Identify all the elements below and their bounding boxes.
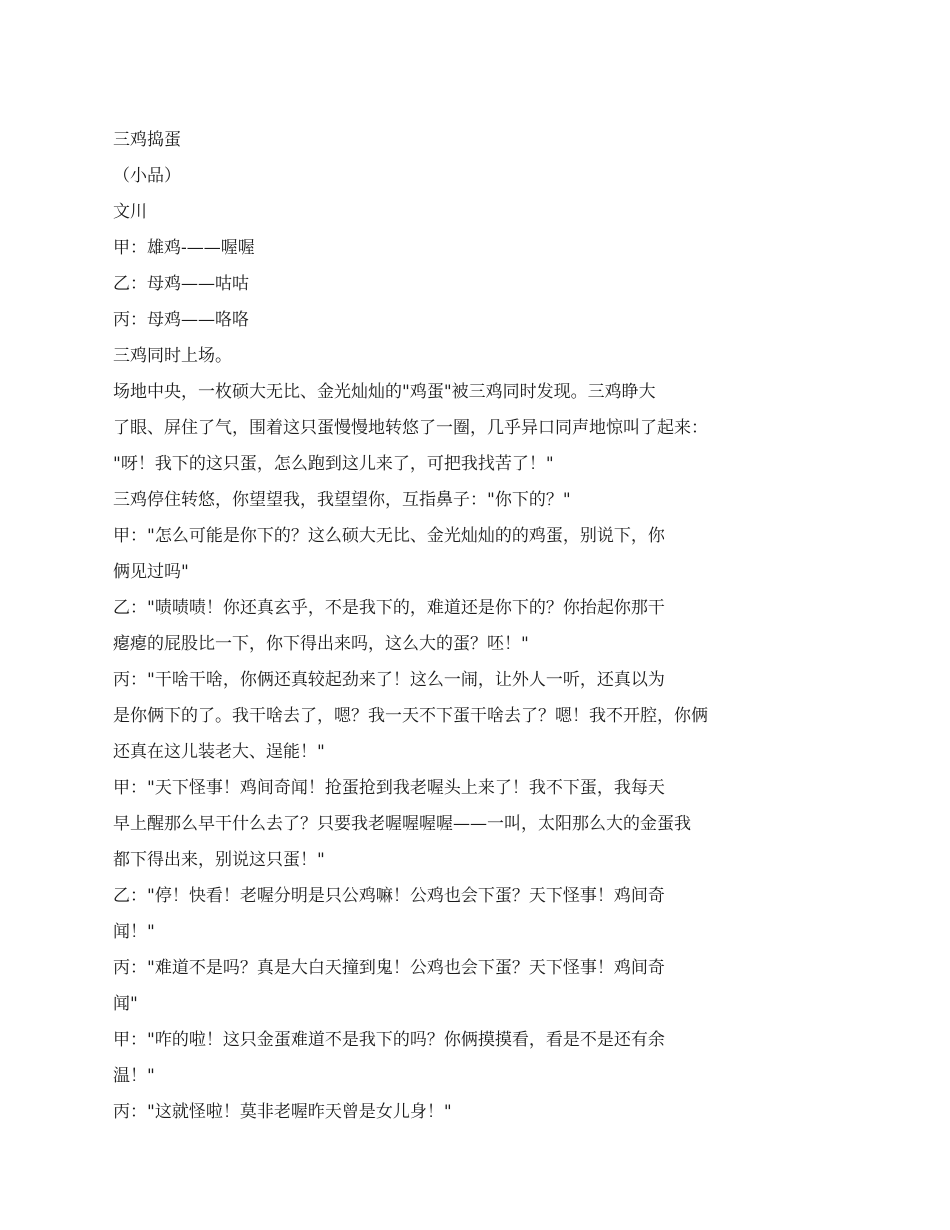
text-line: 三鸡同时上场。 bbox=[113, 346, 232, 366]
document-title: 三鸡捣蛋 bbox=[113, 130, 181, 150]
text-line: 都下得出来，别说这只蛋！" bbox=[113, 850, 325, 870]
text-line: 瘪瘪的屁股比一下，你下得出来吗，这么大的蛋？呸！" bbox=[113, 634, 529, 654]
text-line: 丙："这就怪啦！莫非老喔昨天曾是女儿身！" bbox=[113, 1102, 452, 1122]
document-genre: （小品） bbox=[113, 166, 181, 186]
text-line: 甲："咋的啦！这只金蛋难道不是我下的吗？你俩摸摸看，看是不是还有余 bbox=[113, 1030, 665, 1050]
character-line: 乙：母鸡——咕咕 bbox=[113, 274, 249, 294]
text-line: 乙："啧啧啧！你还真玄乎，不是我下的，难道还是你下的？你抬起你那干 bbox=[113, 598, 665, 618]
text-line: 丙："干啥干啥，你俩还真较起劲来了！这么一闹，让外人一听，还真以为 bbox=[113, 670, 665, 690]
text-line: 乙："停！快看！老喔分明是只公鸡嘛！公鸡也会下蛋？天下怪事！鸡间奇 bbox=[113, 886, 665, 906]
text-line: 闻" bbox=[113, 994, 138, 1014]
text-line: 三鸡停住转悠，你望望我，我望望你，互指鼻子："你下的？" bbox=[113, 490, 571, 510]
text-line: 甲："怎么可能是你下的？这么硕大无比、金光灿灿的的鸡蛋，别说下，你 bbox=[113, 526, 665, 546]
text-line: 俩见过吗" bbox=[113, 562, 189, 582]
character-line: 甲：雄鸡-——喔喔 bbox=[113, 238, 255, 258]
text-line: "呀！我下的这只蛋，怎么跑到这儿来了，可把我找苦了！" bbox=[113, 454, 554, 474]
document-author: 文川 bbox=[113, 202, 147, 222]
text-line: 是你俩下的了。我干啥去了，嗯？我一天不下蛋干啥去了？嗯！我不开腔，你俩 bbox=[113, 706, 708, 726]
text-line: 温！" bbox=[113, 1066, 155, 1086]
text-line: 丙："难道不是吗？真是大白天撞到鬼！公鸡也会下蛋？天下怪事！鸡间奇 bbox=[113, 958, 665, 978]
text-line: 了眼、屏住了气，围着这只蛋慢慢地转悠了一圈，几乎异口同声地惊叫了起来： bbox=[113, 418, 708, 438]
character-line: 丙：母鸡——咯咯 bbox=[113, 310, 249, 330]
text-line: 甲："天下怪事！鸡间奇闻！抢蛋抢到我老喔头上来了！我不下蛋，我每天 bbox=[113, 778, 665, 798]
text-line: 场地中央，一枚硕大无比、金光灿灿的"鸡蛋"被三鸡同时发现。三鸡睁大 bbox=[113, 382, 656, 402]
text-line: 闻！" bbox=[113, 922, 155, 942]
text-line: 早上醒那么早干什么去了？只要我老喔喔喔喔——一叫，太阳那么大的金蛋我 bbox=[113, 814, 691, 834]
document-body bbox=[113, 122, 813, 1130]
text-line: 还真在这儿装老大、逞能！" bbox=[113, 742, 325, 762]
